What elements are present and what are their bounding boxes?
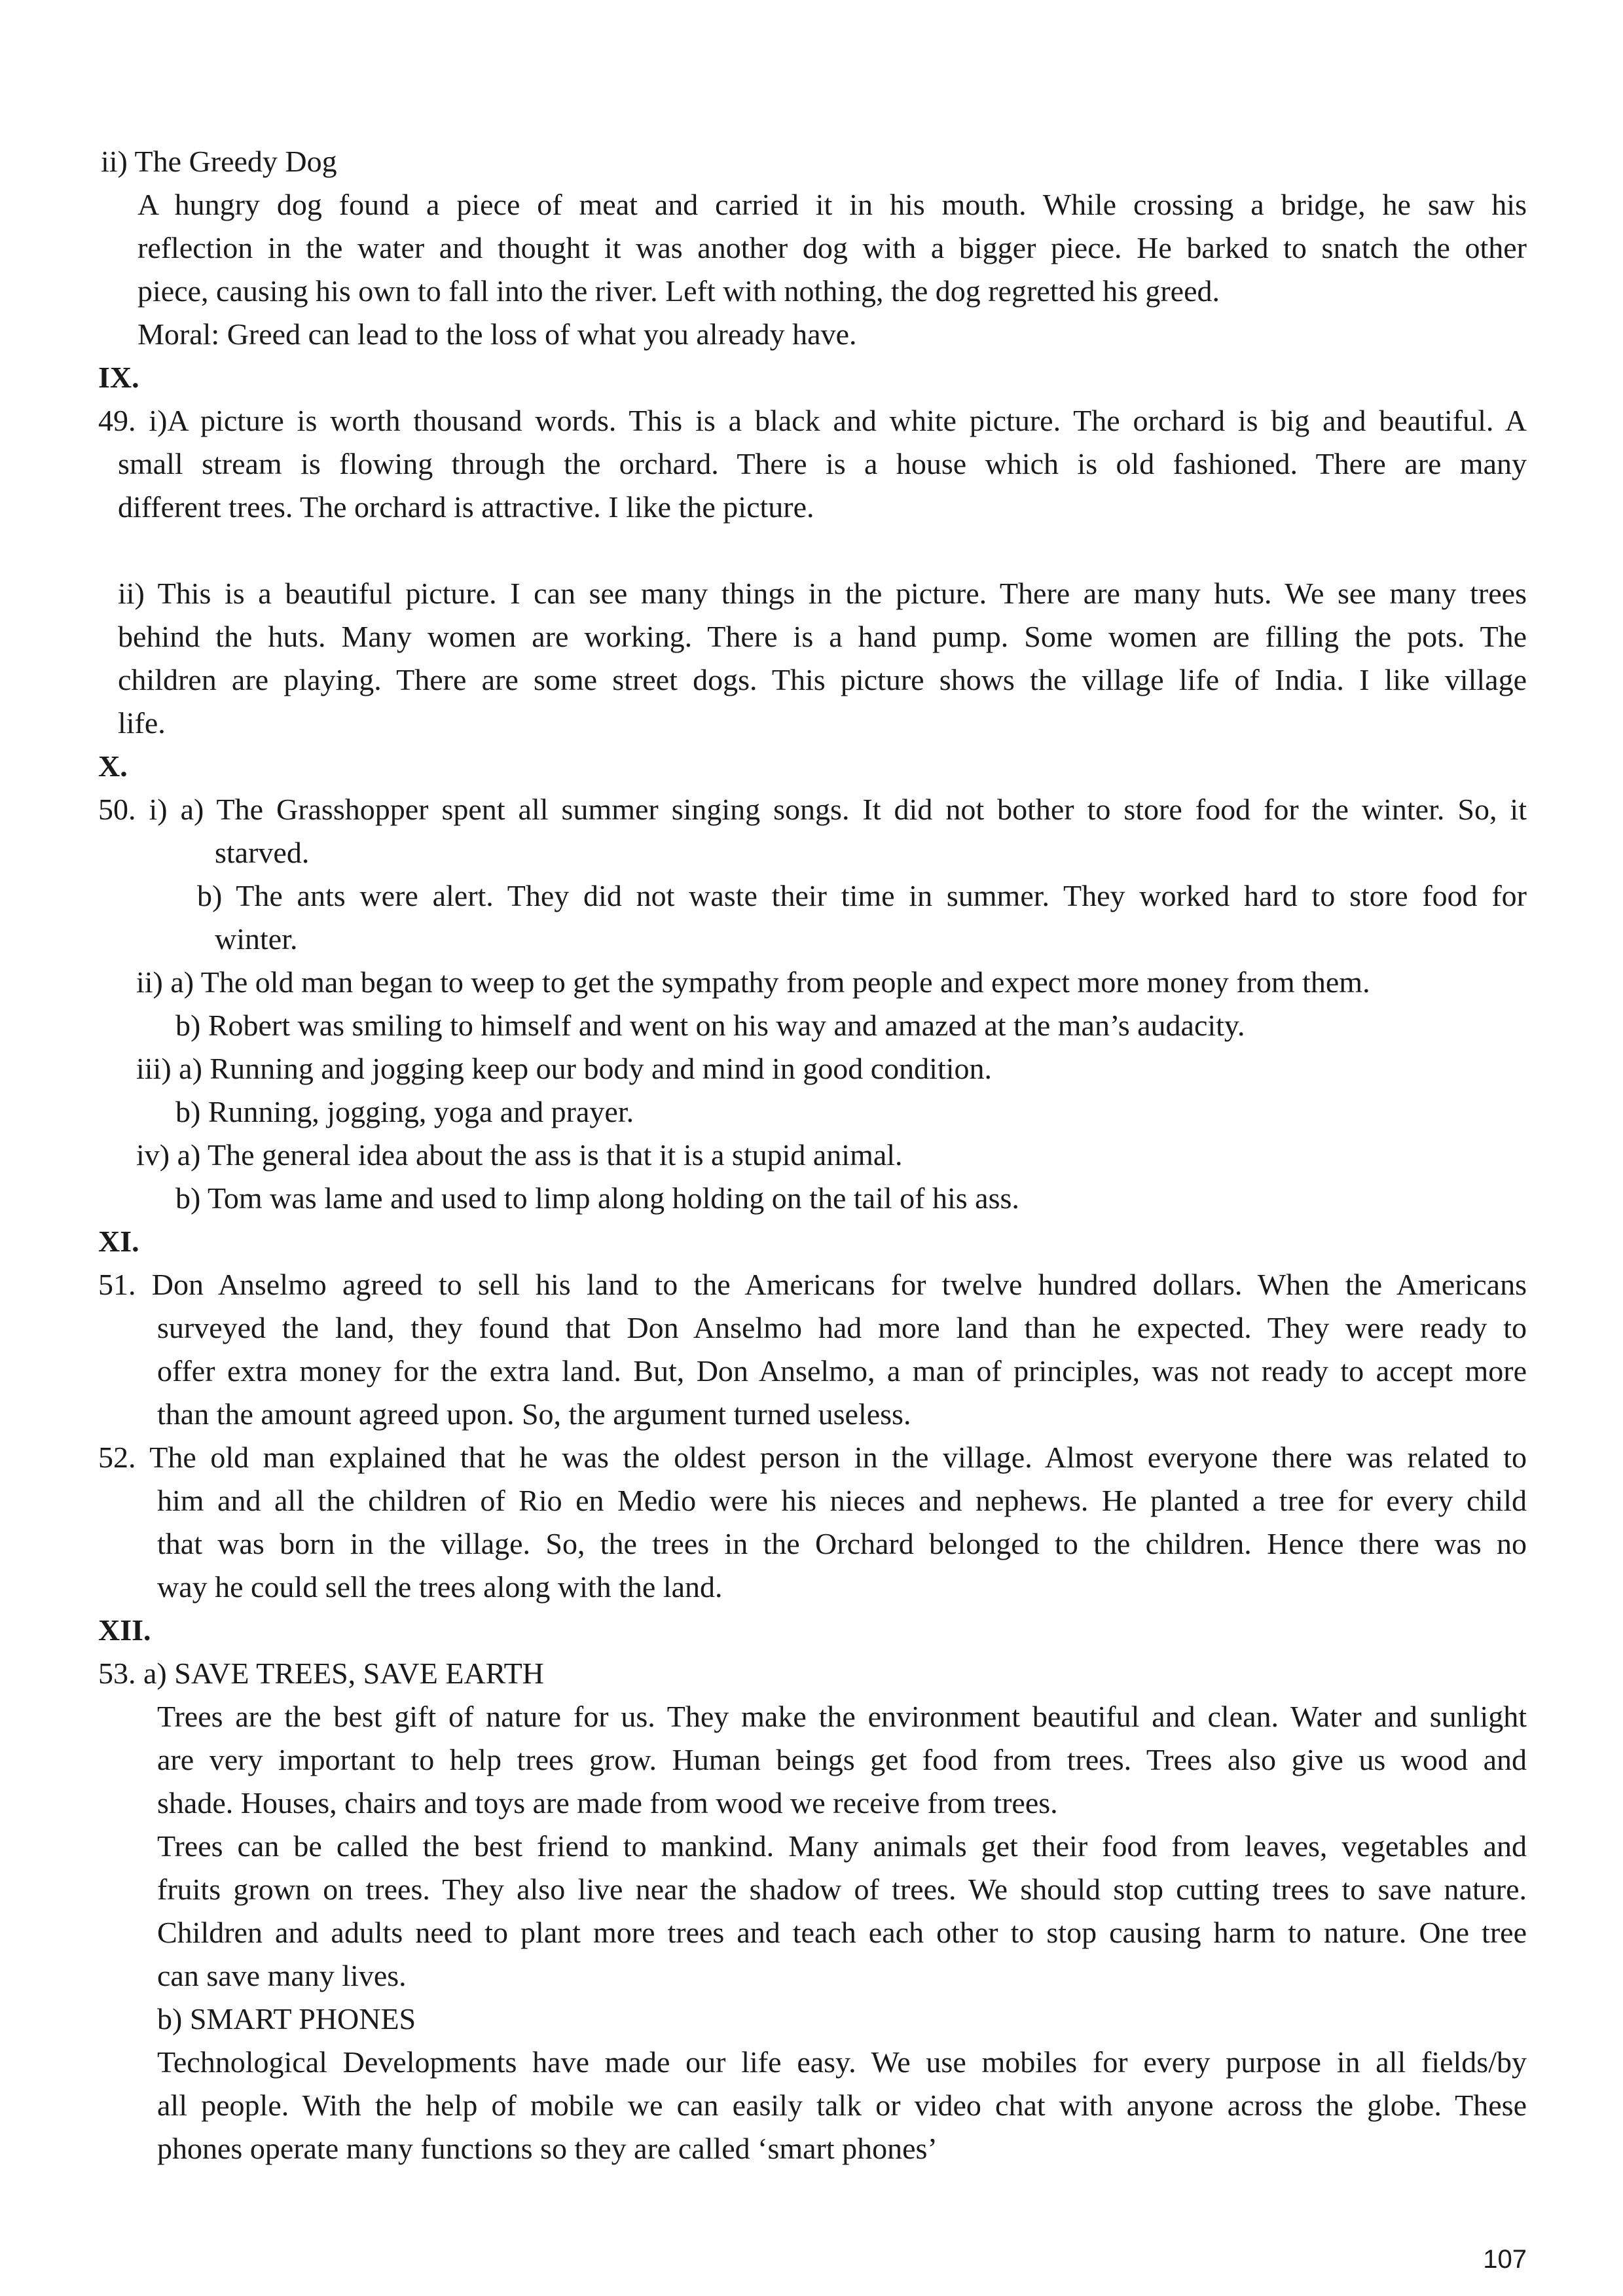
page-number: 107: [1483, 2245, 1527, 2274]
text-line: piece, causing his own to fall into the river. Left with nothing, the dog regretted his greed.: [137, 274, 1220, 308]
text-line: him and all the children of Rio en Medio were his nieces and nephews. He planted a tree for every child: [157, 1484, 1527, 1517]
text-line: all people. With the help of mobile we can easily talk or video chat with anyone across the globe. These: [157, 2089, 1527, 2122]
text-line: children are playing. There are some street dogs. This picture shows the village life of India. I like village: [118, 663, 1527, 696]
section-heading-xii: XII.: [98, 1613, 151, 1647]
text-line: b) The ants were alert. They did not waste their time in summer. They worked hard to store food for: [197, 879, 1527, 912]
story-title: ii) The Greedy Dog: [101, 145, 337, 178]
text-line: starved.: [215, 836, 310, 869]
text-line: iv) a) The general idea about the ass is that it is a stupid animal.: [136, 1138, 903, 1172]
text-line: iii) a) Running and jogging keep our body and mind in good condition.: [136, 1052, 993, 1085]
text-line: 49. i)A picture is worth thousand words. This is a black and white picture. The orchard is big and beautiful. A: [98, 404, 1527, 437]
text-line: 50. i) a) The Grasshopper spent all summer singing songs. It did not bother to store food for the winter. So, it: [98, 793, 1527, 826]
section-heading-ix: IX.: [98, 361, 139, 394]
text-line: Technological Developments have made our life easy. We use mobiles for every purpose in all fields/by: [157, 2045, 1527, 2079]
text-line: can save many lives.: [157, 1959, 407, 1992]
text-line: b) Robert was smiling to himself and went on his way and amazed at the man’s audacity.: [175, 1009, 1245, 1042]
text-line: are very important to help trees grow. Human beings get food from trees. Trees also give us wood and: [157, 1743, 1527, 1776]
section-heading-x: X.: [98, 749, 128, 783]
text-line: winter.: [215, 922, 298, 956]
section-heading-xi: XI.: [98, 1225, 139, 1258]
text-line: life.: [118, 706, 166, 740]
text-line: b) Tom was lame and used to limp along holding on the tail of his ass.: [175, 1181, 1019, 1215]
text-line: Trees are the best gift of nature for us. They make the environment beautiful and clean. Water and sunlight: [157, 1700, 1527, 1733]
text-line: reflection in the water and thought it was another dog with a bigger piece. He barked to snatch the other: [137, 231, 1527, 264]
text-line: Trees can be called the best friend to mankind. Many animals get their food from leaves, vegetables and: [157, 1829, 1527, 1863]
text-line: 51. Don Anselmo agreed to sell his land to the Americans for twelve hundred dollars. When the Americans: [98, 1268, 1527, 1301]
text-line: A hungry dog found a piece of meat and carried it in his mouth. While crossing a bridge, he saw his: [137, 188, 1527, 221]
text-line: b) Running, jogging, yoga and prayer.: [175, 1095, 634, 1128]
text-line: offer extra money for the extra land. But, Don Anselmo, a man of principles, was not ready to accept more: [157, 1354, 1527, 1388]
essay-title: 53. a) SAVE TREES, SAVE EARTH: [98, 1657, 544, 1690]
text-line: Children and adults need to plant more trees and teach each other to stop causing harm to nature. One tree: [157, 1916, 1527, 1949]
text-line: 52. The old man explained that he was the oldest person in the village. Almost everyone there was related to: [98, 1441, 1527, 1474]
text-line: way he could sell the trees along with the land.: [157, 1570, 723, 1604]
text-line: than the amount agreed upon. So, the argument turned useless.: [157, 1397, 911, 1431]
text-line: fruits grown on trees. They also live near the shadow of trees. We should stop cutting trees to save nature.: [157, 1873, 1527, 1906]
text-line: shade. Houses, chairs and toys are made from wood we receive from trees.: [157, 1786, 1058, 1820]
text-line: phones operate many functions so they are called ‘smart phones’: [157, 2132, 938, 2165]
text-line: different trees. The orchard is attractive. I like the picture.: [118, 490, 814, 524]
text-line: behind the huts. Many women are working. There is a hand pump. Some women are filling the pots. The: [118, 620, 1527, 653]
text-line: that was born in the village. So, the trees in the Orchard belonged to the children. Hence there was no: [157, 1527, 1527, 1560]
text-line: small stream is flowing through the orchard. There is a house which is old fashioned. There are many: [118, 447, 1527, 480]
essay-title: b) SMART PHONES: [157, 2002, 416, 2036]
text-line: ii) This is a beautiful picture. I can see many things in the picture. There are many huts. We see many trees: [118, 577, 1527, 610]
text-line: surveyed the land, they found that Don Anselmo had more land than he expected. They were ready to: [157, 1311, 1527, 1344]
text-line: ii) a) The old man began to weep to get the sympathy from people and expect more money from them.: [136, 965, 1370, 999]
moral-line: Moral: Greed can lead to the loss of what you already have.: [137, 317, 857, 351]
